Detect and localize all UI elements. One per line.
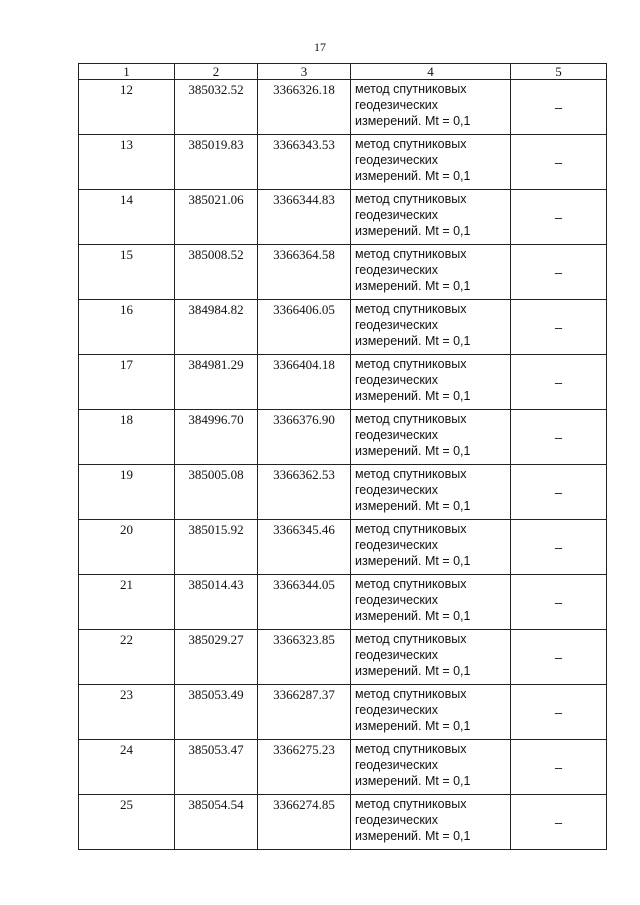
coord-y: 3366404.18	[258, 355, 351, 410]
header-cell-3: 3	[258, 64, 351, 80]
column-5-value: –	[511, 575, 607, 630]
coord-y: 3366323.85	[258, 630, 351, 685]
point-number: 19	[79, 465, 175, 520]
point-number: 22	[79, 630, 175, 685]
method-line-2: геодезических	[355, 208, 439, 222]
point-number: 23	[79, 685, 175, 740]
table-row	[79, 135, 607, 190]
method-description	[351, 520, 511, 575]
header-cell-4: 4	[351, 64, 511, 80]
method-line-1: метод спутниковых	[355, 522, 467, 536]
table-row	[79, 630, 607, 685]
coord-x: 385021.06	[175, 190, 258, 245]
method-line-1: метод спутниковых	[355, 687, 467, 701]
coord-x: 385054.54	[175, 795, 258, 850]
coord-x: 384981.29	[175, 355, 258, 410]
method-description	[351, 575, 511, 630]
coord-y: 3366344.05	[258, 575, 351, 630]
method-line-3: измерений. Mt = 0,1	[355, 169, 471, 183]
point-number: 21	[79, 575, 175, 630]
method-line-2: геодезических	[355, 538, 439, 552]
method-line-1: метод спутниковых	[355, 192, 467, 206]
method-description	[351, 685, 511, 740]
method-line-1: метод спутниковых	[355, 742, 467, 756]
column-5-value: –	[511, 685, 607, 740]
method-line-3: измерений. Mt = 0,1	[355, 114, 471, 128]
method-line-2: геодезических	[355, 483, 439, 497]
point-number: 20	[79, 520, 175, 575]
method-line-2: геодезических	[355, 758, 439, 772]
coord-x: 385015.92	[175, 520, 258, 575]
point-number: 24	[79, 740, 175, 795]
coordinates-table	[78, 63, 607, 850]
coord-x: 385053.47	[175, 740, 258, 795]
method-line-1: метод спутниковых	[355, 82, 467, 96]
coord-x: 385032.52	[175, 80, 258, 135]
method-line-2: геодезических	[355, 98, 439, 112]
coord-x: 385014.43	[175, 575, 258, 630]
point-number: 25	[79, 795, 175, 850]
column-5-value: –	[511, 520, 607, 575]
column-5-value: –	[511, 630, 607, 685]
point-number: 16	[79, 300, 175, 355]
page-number: 17	[314, 40, 326, 54]
method-line-2: геодезических	[355, 318, 439, 332]
point-number: 15	[79, 245, 175, 300]
coord-y: 3366406.05	[258, 300, 351, 355]
table-row	[79, 465, 607, 520]
table-row	[79, 685, 607, 740]
coord-y: 3366376.90	[258, 410, 351, 465]
method-line-1: метод спутниковых	[355, 357, 467, 371]
table-row	[79, 190, 607, 245]
point-number: 12	[79, 80, 175, 135]
method-line-2: геодезических	[355, 703, 439, 717]
header-row	[79, 64, 607, 80]
column-5-value: –	[511, 135, 607, 190]
method-line-3: измерений. Mt = 0,1	[355, 334, 471, 348]
method-line-3: измерений. Mt = 0,1	[355, 609, 471, 623]
method-line-3: измерений. Mt = 0,1	[355, 444, 471, 458]
table-row	[79, 740, 607, 795]
method-line-1: метод спутниковых	[355, 247, 467, 261]
method-description	[351, 190, 511, 245]
column-5-value: –	[511, 190, 607, 245]
coord-x: 384984.82	[175, 300, 258, 355]
method-line-3: измерений. Mt = 0,1	[355, 829, 471, 843]
point-number: 18	[79, 410, 175, 465]
method-line-2: геодезических	[355, 593, 439, 607]
method-line-3: измерений. Mt = 0,1	[355, 774, 471, 788]
column-5-value: –	[511, 795, 607, 850]
method-description	[351, 795, 511, 850]
method-description	[351, 300, 511, 355]
table-row	[79, 575, 607, 630]
method-description	[351, 630, 511, 685]
method-line-3: измерений. Mt = 0,1	[355, 719, 471, 733]
coord-y: 3366343.53	[258, 135, 351, 190]
method-line-2: геодезических	[355, 648, 439, 662]
point-number: 13	[79, 135, 175, 190]
column-5-value: –	[511, 80, 607, 135]
method-line-1: метод спутниковых	[355, 302, 467, 316]
method-line-3: измерений. Mt = 0,1	[355, 554, 471, 568]
table-row	[79, 245, 607, 300]
method-line-2: геодезических	[355, 153, 439, 167]
column-5-value: –	[511, 245, 607, 300]
method-line-2: геодезических	[355, 373, 439, 387]
table-row	[79, 410, 607, 465]
method-description	[351, 410, 511, 465]
coord-x: 384996.70	[175, 410, 258, 465]
point-number: 17	[79, 355, 175, 410]
header-cell-5: 5	[511, 64, 607, 80]
method-description	[351, 740, 511, 795]
column-5-value: –	[511, 465, 607, 520]
header-cell-1: 1	[79, 64, 175, 80]
method-line-1: метод спутниковых	[355, 467, 467, 481]
method-description	[351, 245, 511, 300]
method-line-2: геодезических	[355, 263, 439, 277]
method-line-1: метод спутниковых	[355, 412, 467, 426]
method-description	[351, 355, 511, 410]
point-number: 14	[79, 190, 175, 245]
method-line-1: метод спутниковых	[355, 577, 467, 591]
header-cell-2: 2	[175, 64, 258, 80]
method-line-3: измерений. Mt = 0,1	[355, 224, 471, 238]
method-line-1: метод спутниковых	[355, 137, 467, 151]
coord-y: 3366344.83	[258, 190, 351, 245]
coord-y: 3366345.46	[258, 520, 351, 575]
coord-x: 385029.27	[175, 630, 258, 685]
coord-y: 3366326.18	[258, 80, 351, 135]
method-line-2: геодезических	[355, 813, 439, 827]
table-row	[79, 80, 607, 135]
table-row	[79, 355, 607, 410]
method-line-2: геодезических	[355, 428, 439, 442]
coord-x: 385008.52	[175, 245, 258, 300]
coord-x: 385005.08	[175, 465, 258, 520]
coord-x: 385019.83	[175, 135, 258, 190]
method-line-1: метод спутниковых	[355, 797, 467, 811]
method-description	[351, 80, 511, 135]
method-line-1: метод спутниковых	[355, 632, 467, 646]
coord-y: 3366274.85	[258, 795, 351, 850]
column-5-value: –	[511, 355, 607, 410]
coord-y: 3366362.53	[258, 465, 351, 520]
method-line-3: измерений. Mt = 0,1	[355, 499, 471, 513]
method-line-3: измерений. Mt = 0,1	[355, 664, 471, 678]
table-row	[79, 520, 607, 575]
method-description	[351, 135, 511, 190]
method-description	[351, 465, 511, 520]
method-line-3: измерений. Mt = 0,1	[355, 389, 471, 403]
method-line-3: измерений. Mt = 0,1	[355, 279, 471, 293]
column-5-value: –	[511, 300, 607, 355]
coord-y: 3366275.23	[258, 740, 351, 795]
coord-y: 3366287.37	[258, 685, 351, 740]
table-row	[79, 300, 607, 355]
column-5-value: –	[511, 410, 607, 465]
column-5-value: –	[511, 740, 607, 795]
table-body	[79, 80, 607, 850]
table-row	[79, 795, 607, 850]
coord-x: 385053.49	[175, 685, 258, 740]
coord-y: 3366364.58	[258, 245, 351, 300]
